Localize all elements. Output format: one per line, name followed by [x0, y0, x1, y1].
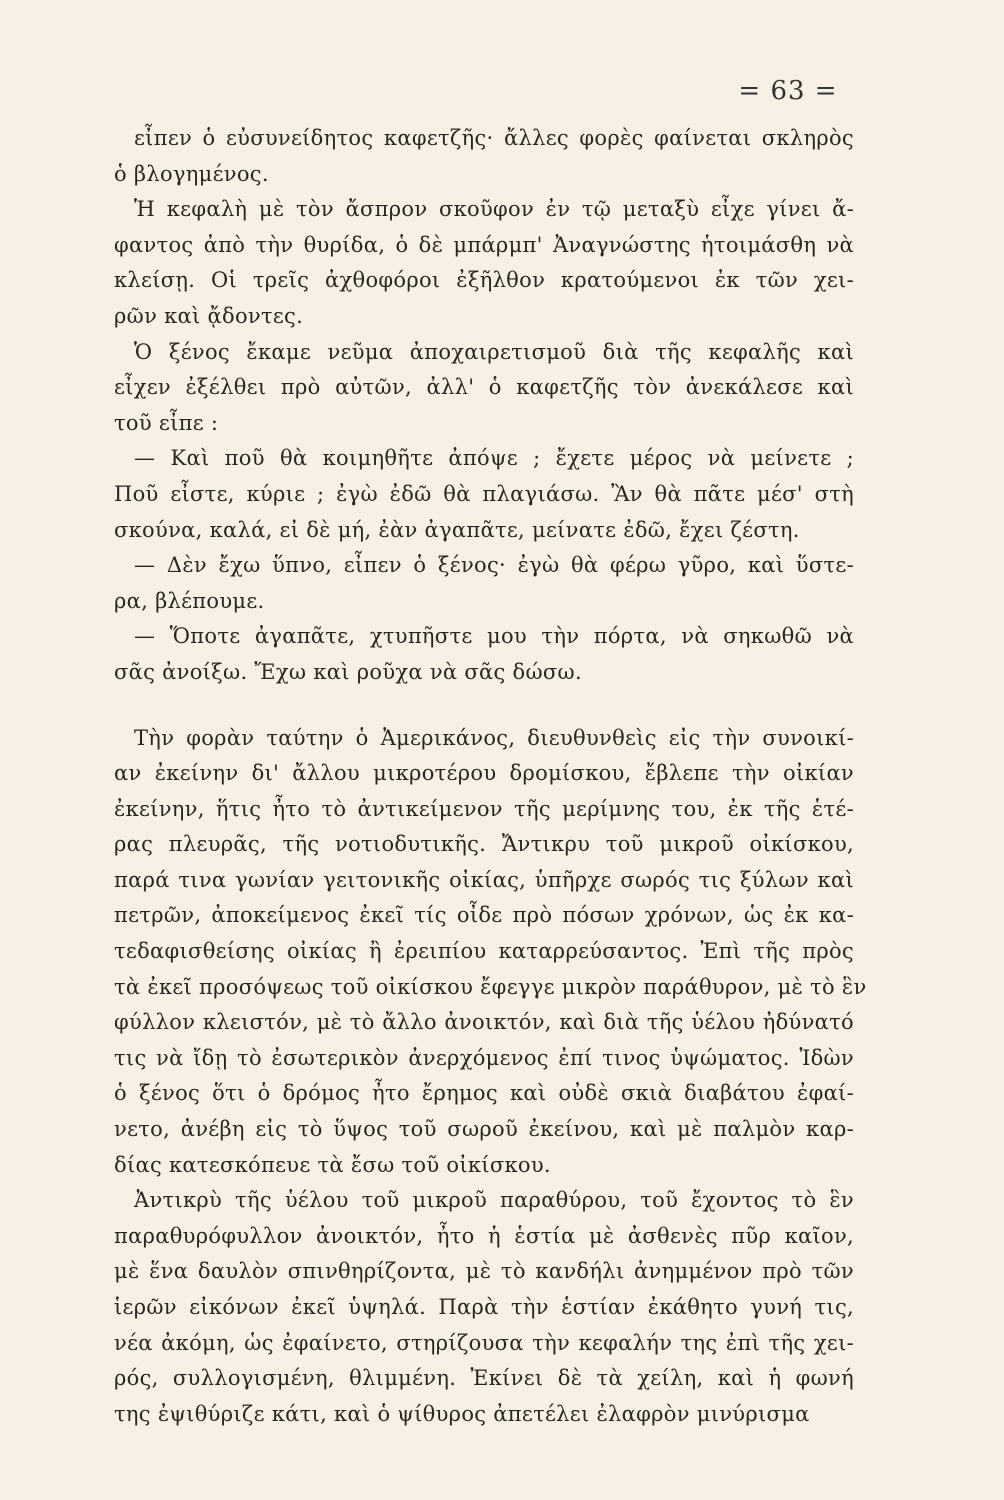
text-line: ὁ βλογημένος. [114, 161, 269, 186]
body-text [114, 121, 867, 1432]
text-line: παρά τινα γωνίαν γειτονικῆς οἰκίας, ὑπῆρχε σωρός τις ξύλων καὶ [114, 867, 854, 892]
text-line: σᾶς ἀνοίξω. Ἔχω καὶ ροῦχα νὰ σᾶς δώσω. [114, 659, 582, 684]
paragraph [114, 192, 854, 334]
text-line: νετο, ἀνέβη εἰς τὸ ὕψος τοῦ σωροῦ ἐκείνου, καὶ μὲ παλμὸν καρ- [114, 1117, 854, 1142]
text-line: ρῶν καὶ ᾄδοντες. [114, 303, 304, 328]
text-line: — Δὲν ἔχω ὕπνο, εἶπεν ὁ ξένος· ἐγὼ θὰ φέρω γῦρο, καὶ ὕστε- [134, 553, 854, 578]
text-line: ρός, συλλογισμένη, θλιμμένη. Ἐκίνει δὲ τὰ χείλη, καὶ ἡ φωνή [114, 1366, 854, 1391]
text-line: ρα, βλέπουμε. [114, 588, 265, 613]
paragraph [114, 121, 854, 192]
text-line: Ἀντικρὺ τῆς ὑέλου τοῦ μικροῦ παραθύρου, τοῦ ἔχοντος τὸ ἓν [134, 1188, 854, 1213]
paragraph [114, 1183, 854, 1432]
text-line: παραθυρόφυλλον ἀνοικτόν, ἦτο ἡ ἑστία μὲ ἀσθενὲς πῦρ καῖον, [114, 1223, 854, 1248]
paragraph [114, 721, 867, 1184]
text-line: πετρῶν, ἀποκείμενος ἐκεῖ τίς οἶδε πρὸ πόσων χρόνων, ὡς ἐκ κα- [114, 903, 854, 928]
page-number: = 63 = [738, 76, 838, 106]
text-line: — Καὶ ποῦ θὰ κοιμηθῆτε ἀπόψε ; ἔχετε μέρος νὰ μείνετε ; [134, 446, 854, 471]
text-line: μὲ ἕνα δαυλὸν σπινθηρίζοντα, μὲ τὸ κανδήλι ἀνημμένον πρὸ τῶν [114, 1259, 854, 1284]
text-line: Τὴν φορὰν ταύτην ὁ Ἀμερικάνος, διευθυνθεὶς εἰς τὴν συνοικί- [134, 725, 854, 750]
text-line: της ἐψιθύριζε κάτι, καὶ ὁ ψίθυρος ἀπετέλει ἐλαφρὸν μινύρισμα [114, 1401, 810, 1426]
text-line: Ἡ κεφαλὴ μὲ τὸν ἄσπρον σκοῦφον ἐν τῷ μεταξὺ εἶχε γίνει ἄ- [134, 197, 854, 222]
text-line: ἐκείνην, ἥτις ἦτο τὸ ἀντικείμενον τῆς μερίμνης του, ἐκ τῆς ἑτέ- [114, 796, 854, 821]
text-line: τεδαφισθείσης οἰκίας ἢ ἐρειπίου καταρρεύσαντος. Ἐπὶ τῆς πρὸς [114, 939, 854, 964]
text-line: τις νὰ ἴδῃ τὸ ἐσωτερικὸν ἀνερχόμενος ἐπί τινος ὑψώματος. Ἰδὼν [114, 1045, 854, 1070]
text-line: Ὁ ξένος ἔκαμε νεῦμα ἀποχαιρετισμοῦ διὰ τῆς κεφαλῆς καὶ [134, 339, 854, 364]
text-line: νέα ἀκόμη, ὡς ἐφαίνετο, στηρίζουσα τὴν κεφαλήν της ἐπὶ τῆς χει- [114, 1330, 854, 1355]
text-line: κλείσῃ. Οἱ τρεῖς ἀχθοφόροι ἐξῆλθον κρατούμενοι ἐκ τῶν χει- [114, 268, 854, 293]
text-line: εἶχεν ἐξέλθει πρὸ αὐτῶν, ἀλλ' ὁ καφετζῆς τὸν ἀνεκάλεσε καὶ [114, 375, 854, 400]
text-line: τοῦ εἶπε : [114, 410, 219, 435]
text-line: τὰ ἐκεῖ προσόψεως τοῦ οἰκίσκου ἔφεγγε μικρὸν παράθυρον, μὲ τὸ ἓν [114, 974, 867, 999]
paragraph [114, 441, 854, 548]
text-line: ἱερῶν εἰκόνων ἐκεῖ ὑψηλά. Παρὰ τὴν ἑστίαν ἐκάθητο γυνή τις, [114, 1295, 854, 1319]
text-line: εἶπεν ὁ εὐσυνείδητος καφετζῆς· ἄλλες φορὲς φαίνεται σκληρὸς [134, 126, 854, 150]
text-line: αν ἐκείνην δι' ἄλλου μικροτέρου δρομίσκου, ἔβλεπε τὴν οἰκίαν [114, 761, 854, 786]
section-break [114, 691, 854, 721]
text-line: φαντος ἀπὸ τὴν θυρίδα, ὁ δὲ μπάρμπ' Ἀναγνώστης ἡτοιμάσθη νὰ [114, 232, 854, 257]
paragraph [114, 619, 854, 690]
text-line: Ποῦ εἶστε, κύριε ; ἐγὼ ἐδῶ θὰ πλαγιάσω. Ἂν θὰ πᾶτε μέσ' στὴ [114, 481, 854, 506]
text-line: σκούνα, καλά, εἰ δὲ μή, ἐὰν ἀγαπᾶτε, μείνατε ἐδῶ, ἔχει ζέστη. [114, 517, 800, 542]
text-line: ὁ ξένος ὅτι ὁ δρόμος ἦτο ἔρημος καὶ οὐδὲ σκιὰ διαβάτου ἐφαί- [114, 1081, 854, 1106]
text-line: — Ὅποτε ἀγαπᾶτε, χτυπῆστε μου τὴν πόρτα, νὰ σηκωθῶ νὰ [134, 624, 854, 649]
text-line: δίας κατεσκόπευε τὰ ἔσω τοῦ οἰκίσκου. [114, 1152, 551, 1177]
text-line: φύλλον κλειστόν, μὲ τὸ ἄλλο ἀνοικτόν, καὶ διὰ τῆς ὑέλου ἠδύνατό [114, 1010, 854, 1035]
text-line: ρας πλευρᾶς, τῆς νοτιοδυτικῆς. Ἄντικρυ τοῦ μικροῦ οἰκίσκου, [114, 832, 854, 857]
paragraph [114, 335, 854, 442]
paragraph [114, 548, 854, 619]
